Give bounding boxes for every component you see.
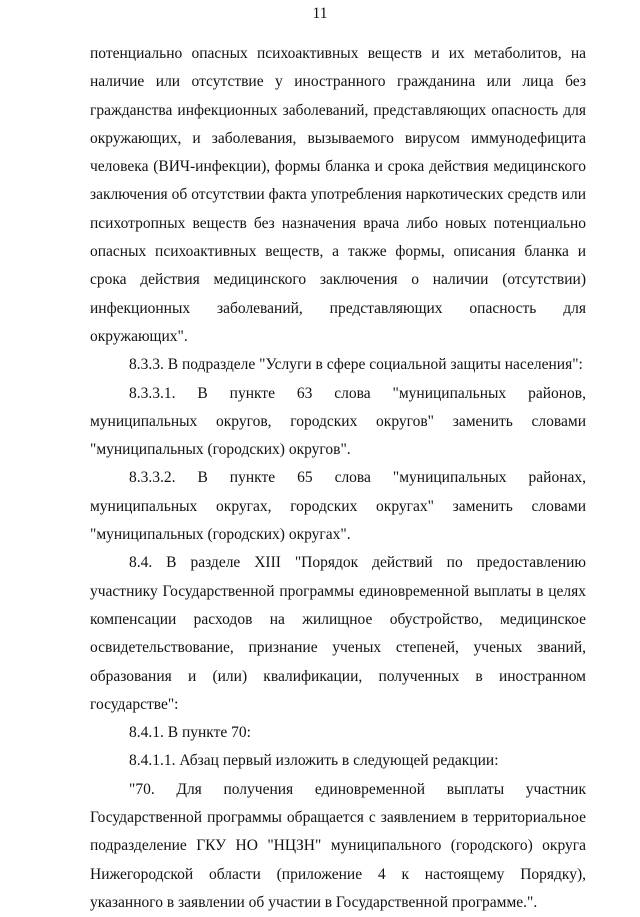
paragraph-8-3-3-2: 8.3.3.2. В пункте 65 слова "муниципальных районах, муниципальных округах, городских округах" заменить словами "муниципальных (городских) округах". <box>90 469 586 544</box>
paragraph-8-4: 8.4. В разделе XIII "Порядок действий по предоставлению участнику Государственной программы единовременной выплаты в целях компенсации расходов на жилищное обустройство, медицинское освидетельствование, признание ученых степеней, ученых званий, образования и (или) квалификации, полученных в иностранном государстве": <box>90 554 586 713</box>
document-body <box>90 40 586 917</box>
paragraph-8-3-3: 8.3.3. В подразделе "Услуги в сфере социальной защиты населения": <box>129 356 583 374</box>
paragraph-continuation: потенциально опасных психоактивных веществ и их метаболитов, на наличие или отсутствие у иностранного гражданина или лица без гражданства инфекционных заболеваний, представляющих опасность для окружающих, и заболевания, вызываемого вирусом иммунодефицита человека (ВИЧ-инфекции), формы бланка и срока действия медицинского заключения об отсутствии факта употребления наркотических средств или психотропных веществ без назначения врача либо новых потенциально опасных психоактивных веществ, а также формы, описания бланка и срока действия медицинского заключения о наличии (отсутствии) инфекционных заболеваний, представляющих опасность для окружающих". <box>90 45 586 345</box>
paragraph-8-3-3-1: 8.3.3.1. В пункте 63 слова "муниципальных районов, муниципальных округов, городских округов" заменить словами "муниципальных (городских) округов". <box>90 384 586 459</box>
page-number: 11 <box>312 5 328 22</box>
paragraph-item-70: "70. Для получения единовременной выплаты участник Государственной программы обращается с заявлением в территориальное подразделение ГКУ НО "НЦЗН" муниципального (городского) округа Нижегородской области (приложение 4 к настоящему Порядку), указанного в заявлении об участии в Государственной программе.". <box>90 780 586 911</box>
paragraph-8-4-1-1: 8.4.1.1. Абзац первый изложить в следующей редакции: <box>129 752 499 770</box>
paragraph-8-4-1: 8.4.1. В пункте 70: <box>129 724 251 742</box>
